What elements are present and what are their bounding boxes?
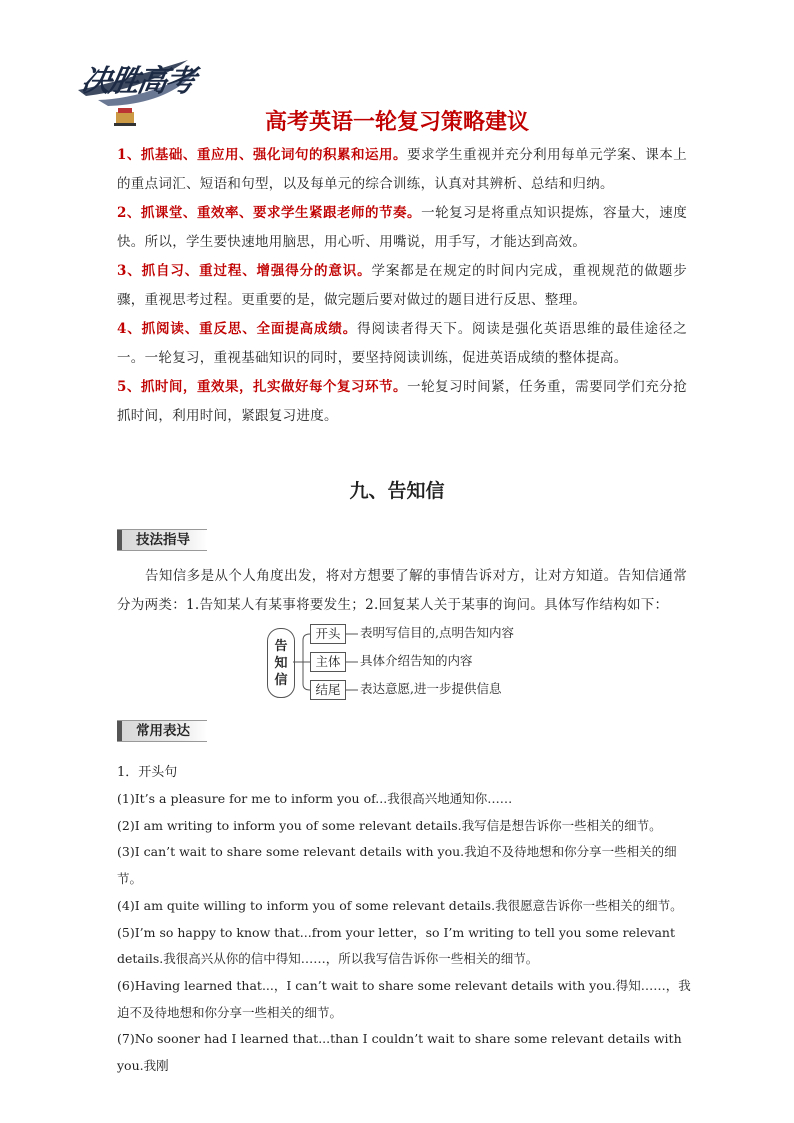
diagram-desc-opening: 表明写信目的,点明告知内容: [360, 625, 514, 640]
strategy-lead: 1、抓基础、重应用、强化词句的积累和运用。: [117, 147, 408, 163]
tag-expressions: 常用表达: [117, 720, 207, 742]
expression-item: (6)Having learned that...，I can’t wait to share some relevant details with you.得知……，我迫不及待地想和你分享一些相关的细节。: [117, 977, 691, 1020]
logo-text: 决胜高考: [78, 64, 197, 99]
strategy-lead: 5、抓时间，重效果，扎实做好每个复习环节。: [117, 379, 408, 395]
expression-item: (2)I am writing to inform you of some relevant details.我写信是想告诉你一些相关的细节。: [117, 817, 662, 833]
intro-text: [117, 562, 687, 620]
diagram-root-char: 信: [274, 672, 288, 688]
expression-item: (4)I am quite willing to inform you of some relevant details.我很愿意告诉你一些相关的细节。: [117, 897, 683, 913]
strategy-item: [117, 315, 687, 373]
strategy-item: [117, 257, 687, 315]
diagram-desc-closing: 表达意愿,进一步提供信息: [360, 681, 502, 696]
strategy-item: [117, 199, 687, 257]
section-title: 九、告知信: [349, 480, 445, 502]
expression-item: (1)It’s a pleasure for me to inform you of...我很高兴地通知你……: [117, 791, 513, 806]
diagram-root: [267, 628, 295, 698]
diagram-root-char: 知: [274, 655, 288, 671]
strategy-body: 学案都是在规定的时间内完成，重视规范的做题步骤，重视思考过程。更重要的是，做完题后要对做过的题目进行反思、整理。: [117, 263, 687, 308]
diagram-node-body: 主体: [310, 652, 346, 672]
strategy-list: [117, 141, 687, 431]
intro-paragraph: 告知信多是从个人角度出发，将对方想要了解的事情告诉对方，让对方知道。告知信通常分为两类：1.告知某人有某事将要发生；2.回复某人关于某事的询问。具体写作结构如下：: [117, 568, 687, 613]
diagram-node-closing: 结尾: [310, 680, 346, 700]
diagram-node-opening: 开头: [310, 624, 346, 644]
structure-diagram: [265, 620, 565, 708]
strategy-item: [117, 141, 687, 199]
diagram-root-char: 告: [274, 638, 288, 654]
expressions-heading: 1．开头句: [117, 765, 178, 780]
tag-method: 技法指导: [117, 529, 207, 551]
expression-item: (3)I can’t wait to share some relevant details with you.我迫不及待地想和你分享一些相关的细节。: [117, 844, 677, 887]
expressions-list: [117, 760, 697, 1080]
strategy-lead: 2、抓课堂、重效率、要求学生紧跟老师的节奏。: [117, 205, 422, 221]
diagram-desc-body: 具体介绍告知的内容: [360, 653, 473, 668]
strategy-body: 一轮复习时间紧，任务重，需要同学们充分抢抓时间，利用时间，紧跟复习进度。: [117, 379, 688, 424]
strategy-lead: 4、抓阅读、重反思、全面提高成绩。: [117, 321, 358, 337]
strategy-body: 要求学生重视并充分利用每单元学案、课本上的重点词汇、短语和句型，以及每单元的综合训练，认真对其辨析、总结和归纳。: [117, 147, 688, 192]
strategy-body: 一轮复习是将重点知识提炼，容量大，速度快。所以，学生要快速地用脑思，用心听、用嘴说，用手写，才能达到高效。: [117, 205, 687, 250]
strategy-body: 得阅读者得天下。阅读是强化英语思维的最佳途径之一。一轮复习，重视基础知识的同时，要坚持阅读训练，促进英语成绩的整体提高。: [117, 321, 687, 366]
expression-item: (5)I’m so happy to know that...from your letter，so I’m writing to tell you some relevant details.我很高兴从你的信中得知……，所以我写信告诉你一些相关的细节。: [117, 924, 675, 967]
strategy-item: [117, 373, 687, 431]
expression-item: (7)No sooner had I learned that...than I couldn’t wait to share some relevant details with you.我刚: [117, 1031, 682, 1074]
strategy-lead: 3、抓自习、重过程、增强得分的意识。: [117, 263, 372, 279]
page-title: 高考英语一轮复习策略建议: [264, 110, 529, 135]
